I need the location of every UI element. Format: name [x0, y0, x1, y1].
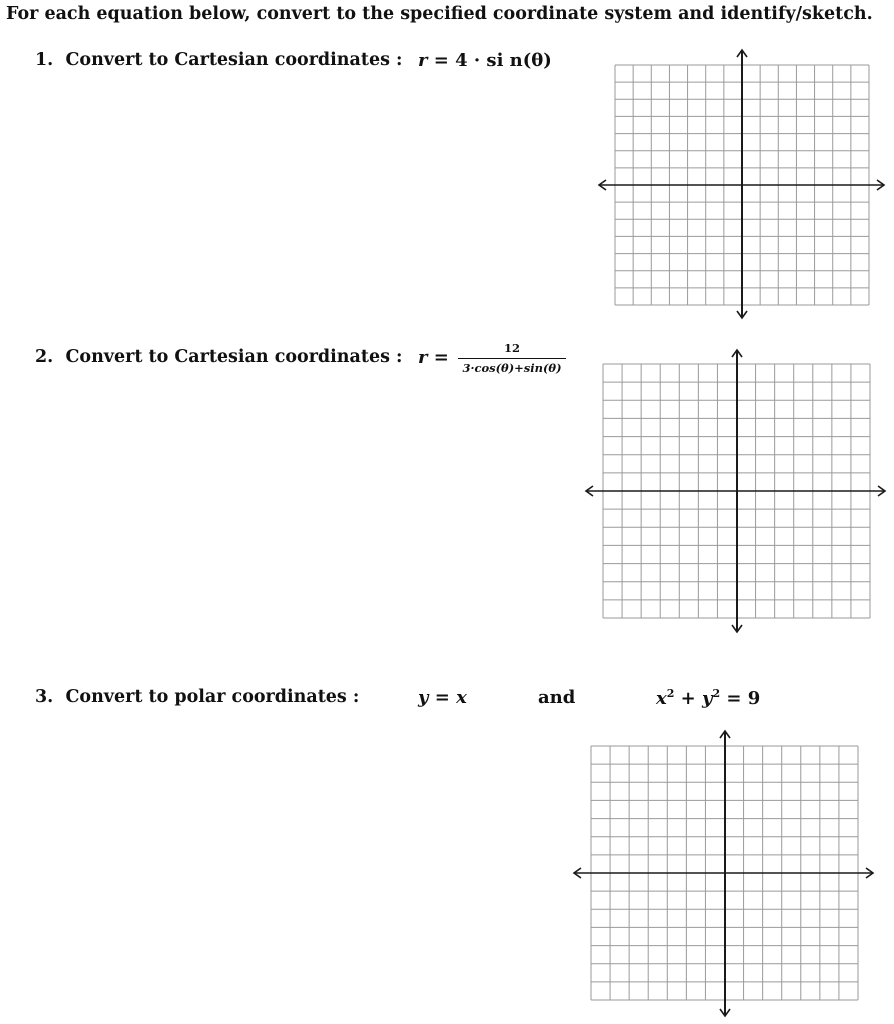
eq3-y: y	[702, 688, 713, 709]
eq3-rhs: = 9	[720, 688, 761, 709]
eq3-x: x	[656, 688, 667, 709]
problem-3-equation-1	[418, 687, 467, 708]
instructions: For each equation below, convert to the specified coordinate system and identify/sketch.	[6, 4, 873, 24]
eq2-denominator: 3·cos(θ)+sin(θ)	[462, 361, 562, 375]
problem-2-fraction	[458, 341, 566, 375]
problem-2-label	[35, 347, 403, 367]
eq2-equals: =	[427, 347, 456, 368]
problem-3-label	[35, 687, 359, 707]
problem-2-equation-lhs	[418, 347, 455, 368]
graph-grid-3	[572, 729, 875, 1018]
eq2-numerator: 12	[458, 341, 566, 359]
eq2-lhs: r	[418, 347, 428, 368]
problem-1-equation	[418, 50, 552, 71]
eq1-equals: =	[427, 50, 456, 71]
eq3-y-exp: 2	[712, 687, 721, 700]
problem-1-number: 1.	[35, 50, 54, 70]
problem-2-text: Convert to Cartesian coordinates :	[65, 347, 403, 367]
problem-2-number: 2.	[35, 347, 54, 367]
eq1-rhs: 4 · si n(θ)	[455, 50, 552, 71]
problem-3-equation-2	[656, 687, 760, 709]
problem-3-connector: and	[538, 687, 576, 708]
graph-grid-2	[584, 348, 887, 634]
eq3-plus: +	[674, 688, 703, 709]
problem-1-label	[35, 50, 403, 70]
eq3-line: y = x	[418, 687, 467, 708]
problem-3-number: 3.	[35, 687, 54, 707]
eq1-lhs: r	[418, 50, 428, 71]
problem-3-text: Convert to polar coordinates :	[65, 687, 360, 707]
eq3-x-exp: 2	[666, 687, 675, 700]
graph-grid-1	[597, 48, 886, 320]
problem-1-text: Convert to Cartesian coordinates :	[65, 50, 403, 70]
